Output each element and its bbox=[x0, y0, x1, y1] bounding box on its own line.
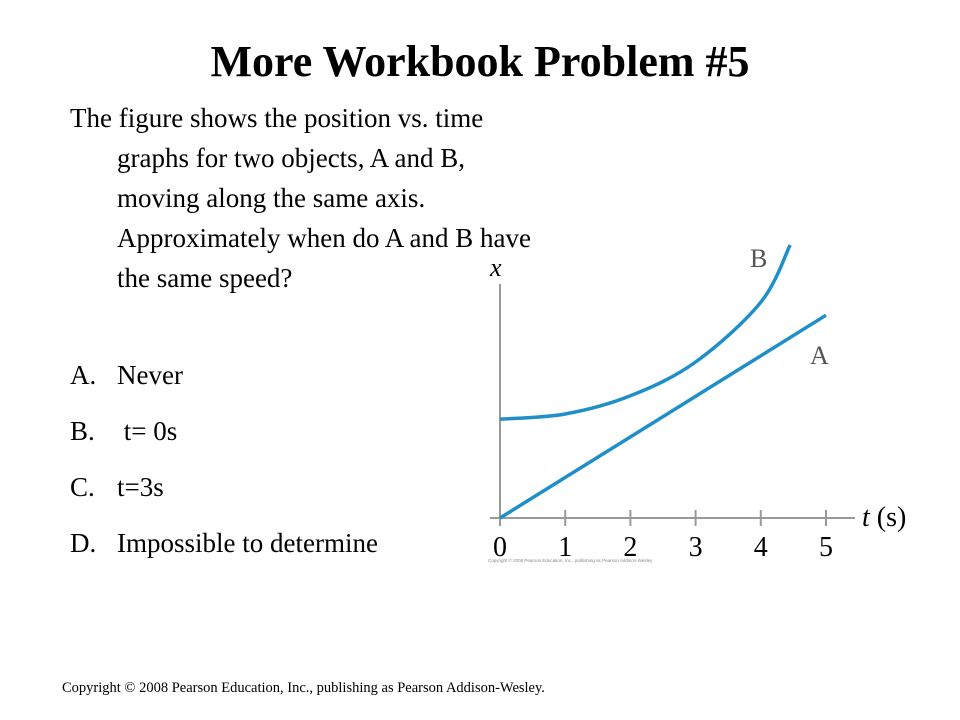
x-tick-label: 2 bbox=[623, 532, 638, 563]
choice-letter: A. bbox=[70, 360, 97, 390]
choice-text: Impossible to determine bbox=[117, 528, 378, 558]
choice-letter: B. bbox=[70, 416, 95, 446]
graph-svg bbox=[470, 230, 940, 575]
choice-text: t= 0s bbox=[117, 416, 178, 446]
x-tick-label: 5 bbox=[819, 532, 833, 563]
x-tick-label: 0 bbox=[493, 532, 507, 563]
x-tick-label: 4 bbox=[753, 532, 768, 563]
x-axis-label bbox=[862, 502, 906, 533]
copyright-notice: Copyright © 2008 Pearson Education, Inc., publishing as Pearson Addison-Wesley. bbox=[62, 680, 545, 696]
answer-choices bbox=[70, 357, 378, 581]
x-axis-unit: (s) bbox=[869, 502, 907, 533]
choice-text: t=3s bbox=[117, 472, 164, 502]
series-b-label: B bbox=[750, 244, 768, 273]
x-tick-label: 3 bbox=[688, 532, 703, 563]
choice-d bbox=[70, 525, 378, 581]
choice-letter: D. bbox=[70, 528, 97, 558]
y-axis-label: x bbox=[490, 253, 502, 282]
choice-c bbox=[70, 469, 378, 525]
series-b-line bbox=[500, 245, 790, 419]
figure-fine-print: Copyright © 2008 Pearson Education, Inc., publishing as Pearson Addison-Wesley bbox=[488, 558, 653, 563]
series-a-label: A bbox=[810, 341, 829, 370]
choice-letter: C. bbox=[70, 472, 95, 502]
position-time-graph bbox=[470, 230, 940, 575]
choice-a bbox=[70, 357, 378, 413]
x-tick-label: 1 bbox=[558, 532, 573, 563]
problem-prompt: The figure shows the position vs. time graphs for two objects, A and B, moving along the same axis. Approximately when do A and B have the same speed? bbox=[70, 103, 531, 293]
choice-b bbox=[70, 413, 378, 469]
choice-text: Never bbox=[117, 360, 183, 390]
x-axis-var: t bbox=[862, 502, 870, 533]
slide-title: More Workbook Problem #5 bbox=[210, 37, 750, 86]
